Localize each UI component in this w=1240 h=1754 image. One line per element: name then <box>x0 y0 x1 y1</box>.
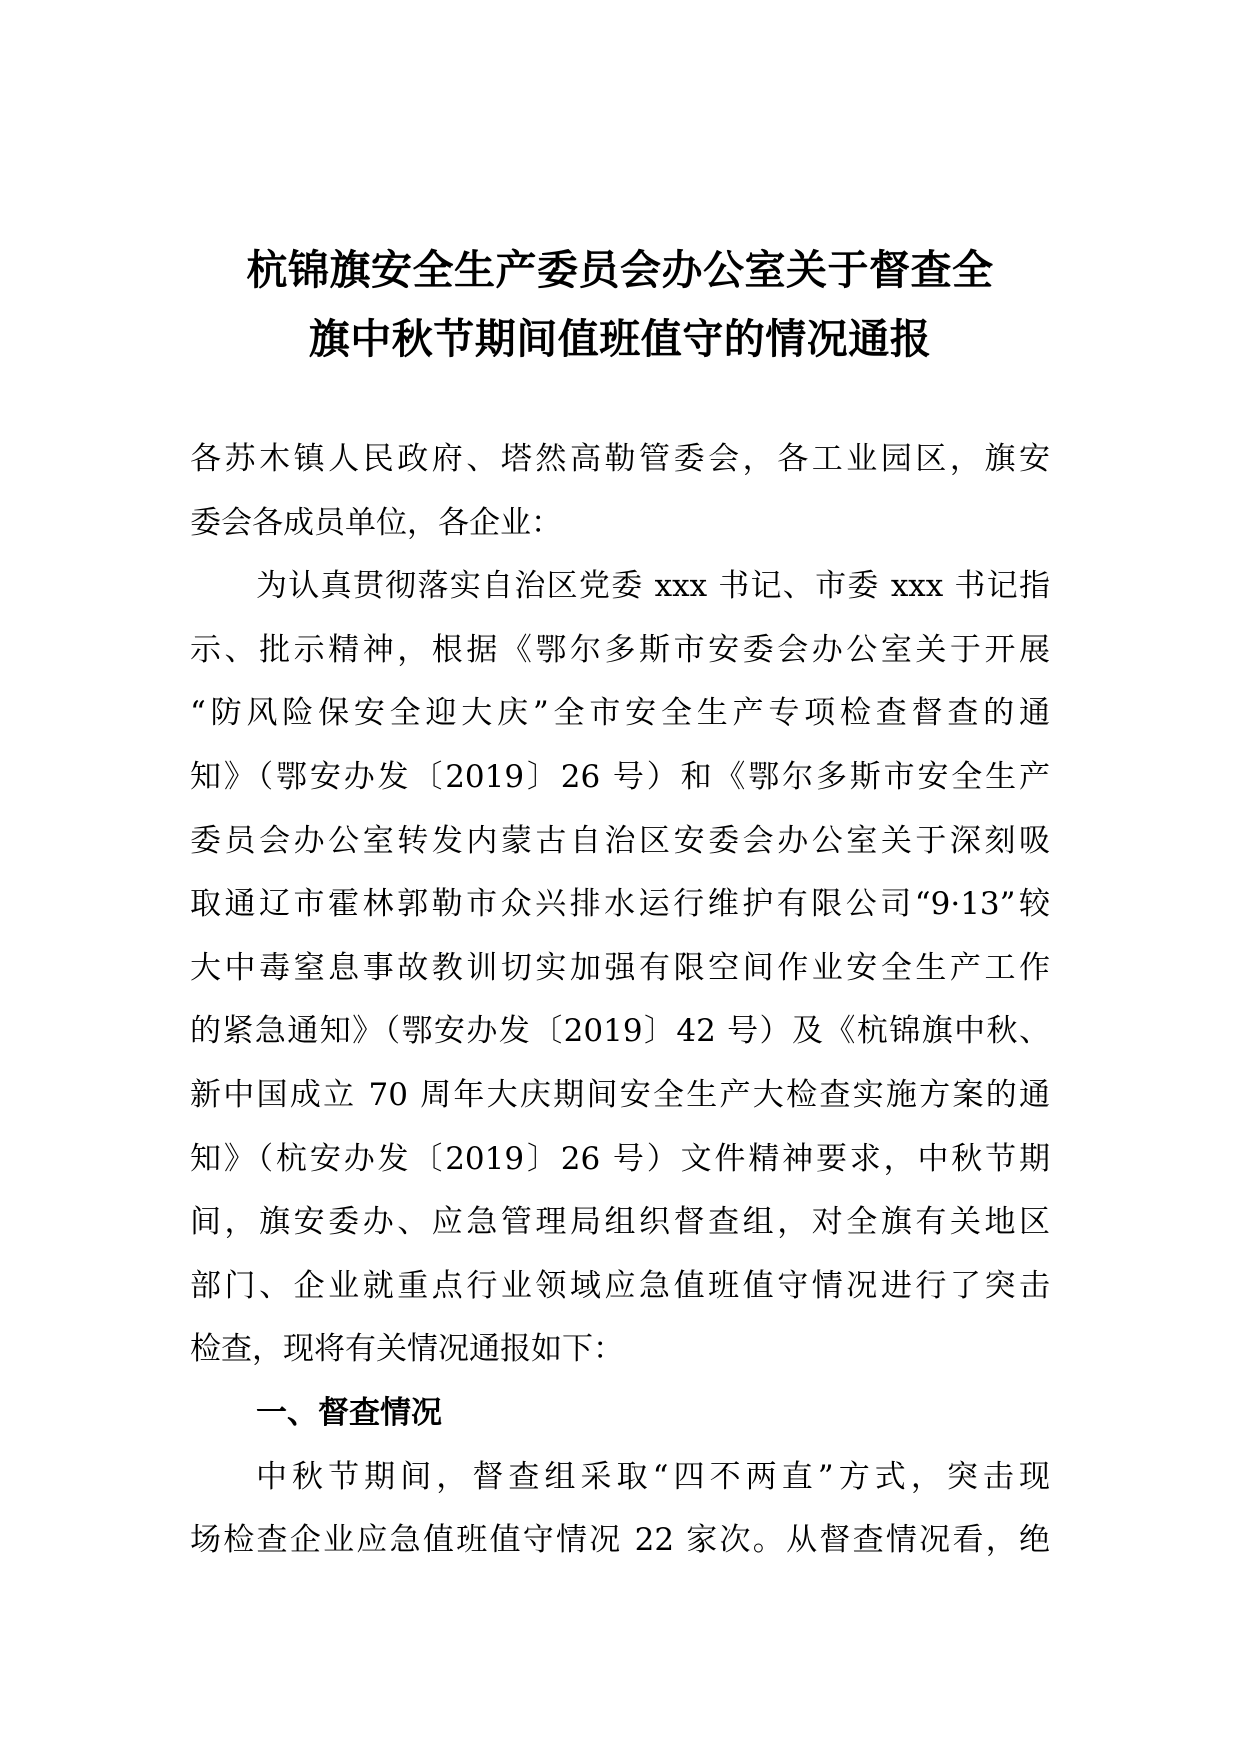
section-heading: 一、督查情况 <box>256 1394 442 1431</box>
document-body <box>190 428 1050 1573</box>
paragraph-line: 场检查企业应急值班值守情况 22 家次。从督查情况看，绝 <box>190 1522 1050 1559</box>
title-line-2: 旗中秋节期间值班值守的情况通报 <box>308 315 932 363</box>
paragraph-line: 部门、企业就重点行业领域应急值班值守情况进行了突击 <box>190 1267 1050 1304</box>
paragraph-line: 为认真贯彻落实自治区党委 xxx 书记、市委 xxx 书记指 <box>256 568 1050 605</box>
paragraph-line: 知》（杭安办发〔2019〕26 号）文件精神要求，中秋节期 <box>190 1140 1050 1177</box>
salutation-line: 委会各成员单位，各企业： <box>190 504 562 541</box>
title-line-1: 杭锦旗安全生产委员会办公室关于督查全 <box>246 246 994 294</box>
paragraph-line: 示、批示精神，根据《鄂尔多斯市安委会办公室关于开展 <box>190 631 1050 668</box>
paragraph-line: 大中毒窒息事故教训切实加强有限空间作业安全生产工作 <box>190 949 1050 986</box>
paragraph-line: 检查，现将有关情况通报如下： <box>190 1331 624 1368</box>
paragraph-line: 间，旗安委办、应急管理局组织督查组，对全旗有关地区 <box>190 1204 1050 1241</box>
paragraph-line: 的紧急通知》（鄂安办发〔2019〕42 号）及《杭锦旗中秋、 <box>190 1013 1050 1050</box>
paragraph-line: 中秋节期间，督查组采取“四不两直”方式，突击现 <box>256 1458 1050 1495</box>
document-title <box>150 236 1090 374</box>
paragraph-line: 知》（鄂安办发〔2019〕26 号）和《鄂尔多斯市安全生产 <box>190 758 1050 795</box>
paragraph-line: “防风险保安全迎大庆”全市安全生产专项检查督查的通 <box>190 695 1050 732</box>
salutation-line: 各苏木镇人民政府、塔然高勒管委会，各工业园区，旗安 <box>190 441 1050 477</box>
paragraph-line: 新中国成立 70 周年大庆期间安全生产大检查实施方案的通 <box>190 1076 1050 1113</box>
paragraph-line: 取通辽市霍林郭勒市众兴排水运行维护有限公司“9·13”较 <box>190 886 1050 923</box>
paragraph-line: 委员会办公室转发内蒙古自治区安委会办公室关于深刻吸 <box>190 822 1050 859</box>
